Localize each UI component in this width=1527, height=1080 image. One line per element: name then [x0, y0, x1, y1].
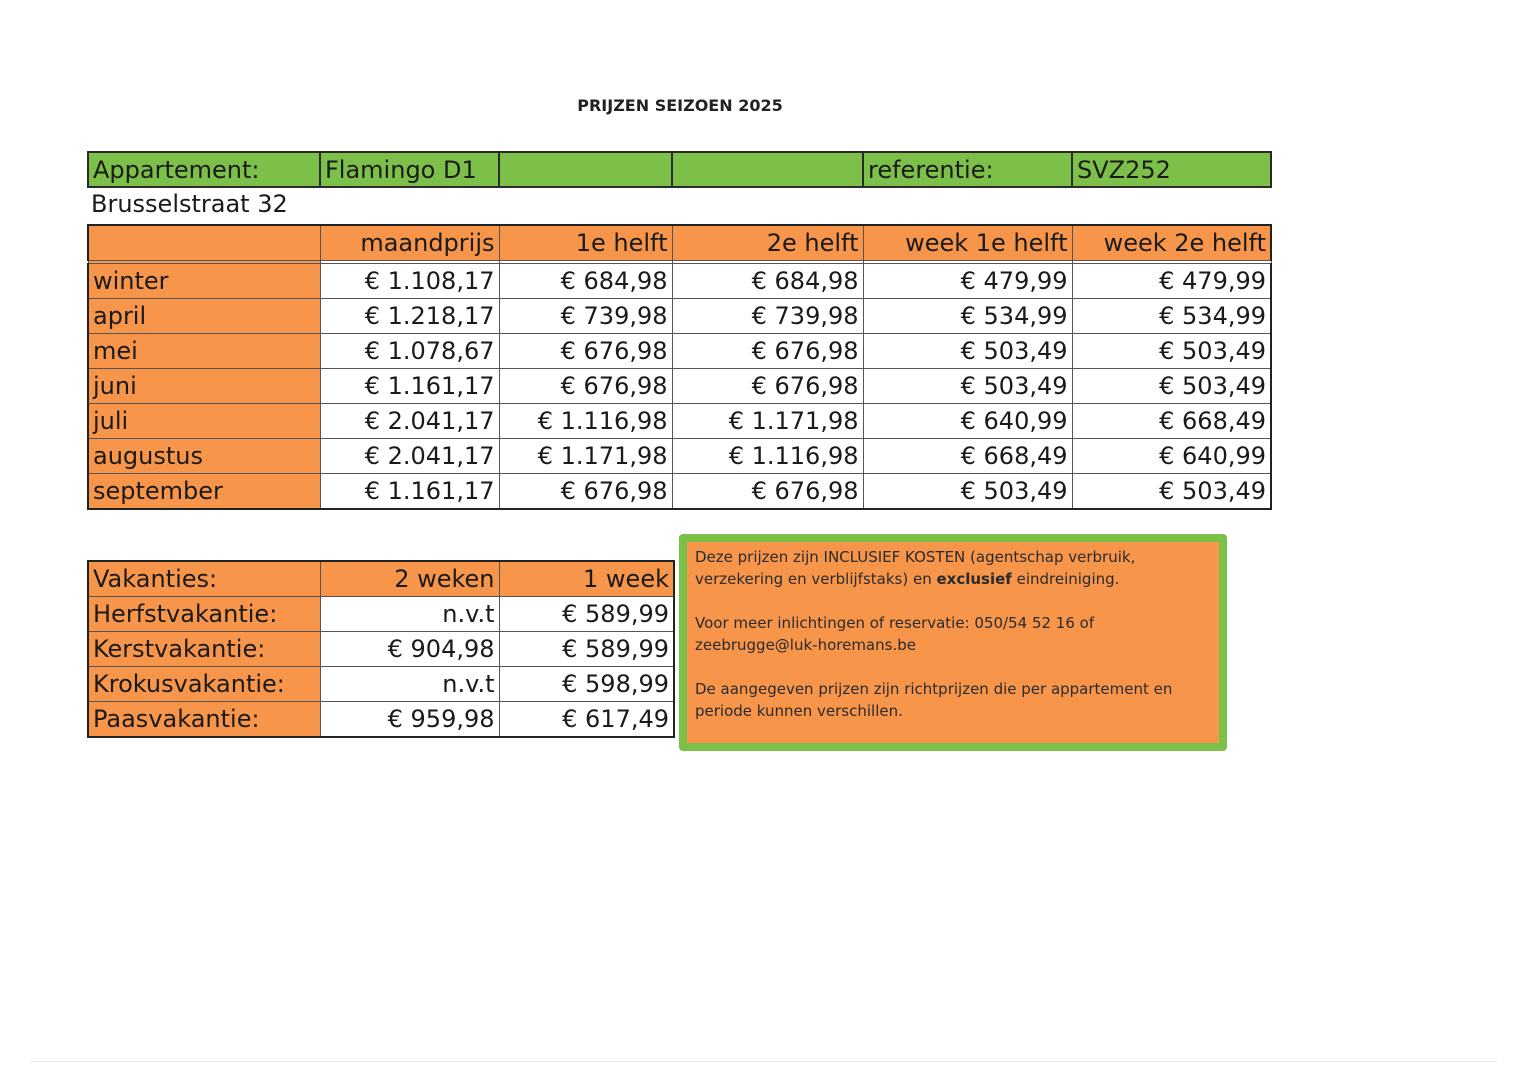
price-cell: € 739,98	[672, 299, 863, 334]
price-cell: n.v.t	[320, 667, 499, 702]
row-label: april	[88, 299, 320, 334]
corner-cell	[88, 225, 320, 261]
column-header: maandprijs	[320, 225, 499, 261]
price-cell: € 2.041,17	[320, 439, 499, 474]
empty-cell	[499, 152, 672, 187]
price-cell: € 1.116,98	[672, 439, 863, 474]
address: Brusselstraat 32	[91, 190, 288, 218]
table-row	[88, 299, 1271, 334]
price-cell: € 2.041,17	[320, 404, 499, 439]
price-cell: € 503,49	[1072, 474, 1271, 510]
row-label: winter	[88, 264, 320, 299]
table-row	[88, 632, 674, 667]
price-cell: € 617,49	[499, 702, 674, 738]
reference-label: referentie:	[863, 152, 1072, 187]
price-cell: € 676,98	[499, 369, 672, 404]
empty-cell	[672, 152, 863, 187]
table-row	[88, 702, 674, 738]
vacation-label: Herfstvakantie:	[88, 597, 320, 632]
table-row	[88, 369, 1271, 404]
price-cell: € 1.108,17	[320, 264, 499, 299]
price-cell: € 676,98	[672, 369, 863, 404]
row-label: mei	[88, 334, 320, 369]
table-row	[88, 404, 1271, 439]
price-cell: € 676,98	[672, 474, 863, 510]
price-table-header	[88, 225, 1271, 261]
price-cell: € 640,99	[1072, 439, 1271, 474]
row-label: september	[88, 474, 320, 510]
column-header: week 2e helft	[1072, 225, 1271, 261]
price-cell: € 479,99	[863, 264, 1072, 299]
price-cell: € 1.161,17	[320, 474, 499, 510]
price-cell: n.v.t	[320, 597, 499, 632]
table-row	[88, 474, 1271, 510]
price-cell: € 1.078,67	[320, 334, 499, 369]
table-row	[88, 597, 674, 632]
info-paragraph-contact: Voor meer inlichtingen of reservatie: 050/54 52 16 of zeebrugge@luk-horemans.be	[695, 614, 1095, 654]
apartment-header	[87, 151, 1272, 188]
price-cell: € 676,98	[672, 334, 863, 369]
price-cell: € 668,49	[863, 439, 1072, 474]
price-cell: € 598,99	[499, 667, 674, 702]
info-text-part: eindreiniging.	[1011, 570, 1120, 588]
apartment-label: Appartement:	[88, 152, 320, 187]
price-cell: € 534,99	[863, 299, 1072, 334]
column-header: week 1e helft	[863, 225, 1072, 261]
info-paragraph-costs	[695, 546, 1211, 590]
price-cell: € 589,99	[499, 597, 674, 632]
column-header: 2e helft	[672, 225, 863, 261]
info-text-part: Deze prijzen zijn INCLUSIEF KOSTEN (agentschap verbruik, verzekering en verblijfstaks) en	[695, 548, 1136, 588]
price-cell: € 959,98	[320, 702, 499, 738]
price-cell: € 640,99	[863, 404, 1072, 439]
vacation-label: Krokusvakantie:	[88, 667, 320, 702]
row-label: augustus	[88, 439, 320, 474]
info-text	[687, 542, 1219, 743]
price-cell: € 1.171,98	[499, 439, 672, 474]
table-row	[88, 264, 1271, 299]
price-cell: € 904,98	[320, 632, 499, 667]
price-cell: € 668,49	[1072, 404, 1271, 439]
price-cell: € 1.171,98	[672, 404, 863, 439]
vacation-label: Paasvakantie:	[88, 702, 320, 738]
price-cell: € 503,49	[1072, 369, 1271, 404]
price-cell: € 684,98	[499, 264, 672, 299]
price-cell: € 534,99	[1072, 299, 1271, 334]
price-table	[87, 224, 1272, 510]
price-cell: € 676,98	[499, 474, 672, 510]
price-cell: € 739,98	[499, 299, 672, 334]
price-cell: € 479,99	[1072, 264, 1271, 299]
price-cell: € 676,98	[499, 334, 672, 369]
row-label: juli	[88, 404, 320, 439]
price-cell: € 1.161,17	[320, 369, 499, 404]
divider	[30, 1061, 1497, 1062]
price-cell: € 589,99	[499, 632, 674, 667]
vacation-table	[87, 560, 675, 738]
price-cell: € 1.116,98	[499, 404, 672, 439]
price-cell: € 503,49	[863, 369, 1072, 404]
info-paragraph-disclaimer: De aangegeven prijzen zijn richtprijzen die per appartement en periode kunnen verschillen.	[695, 680, 1173, 720]
table-row	[88, 439, 1271, 474]
vacation-header-row	[88, 561, 674, 597]
apartment-name: Flamingo D1	[320, 152, 499, 187]
price-cell: € 1.218,17	[320, 299, 499, 334]
price-cell: € 503,49	[1072, 334, 1271, 369]
price-cell: € 684,98	[672, 264, 863, 299]
vacation-header: 1 week	[499, 561, 674, 597]
vacation-header: Vakanties:	[88, 561, 320, 597]
row-label: juni	[88, 369, 320, 404]
info-text-bold: exclusief	[936, 570, 1012, 588]
table-row	[88, 334, 1271, 369]
vacation-label: Kerstvakantie:	[88, 632, 320, 667]
table-row	[88, 667, 674, 702]
page-title: PRIJZEN SEIZOEN 2025	[577, 96, 783, 115]
price-cell: € 503,49	[863, 474, 1072, 510]
reference-value: SVZ252	[1072, 152, 1271, 187]
column-header: 1e helft	[499, 225, 672, 261]
price-cell: € 503,49	[863, 334, 1072, 369]
vacation-header: 2 weken	[320, 561, 499, 597]
info-box	[679, 534, 1227, 751]
